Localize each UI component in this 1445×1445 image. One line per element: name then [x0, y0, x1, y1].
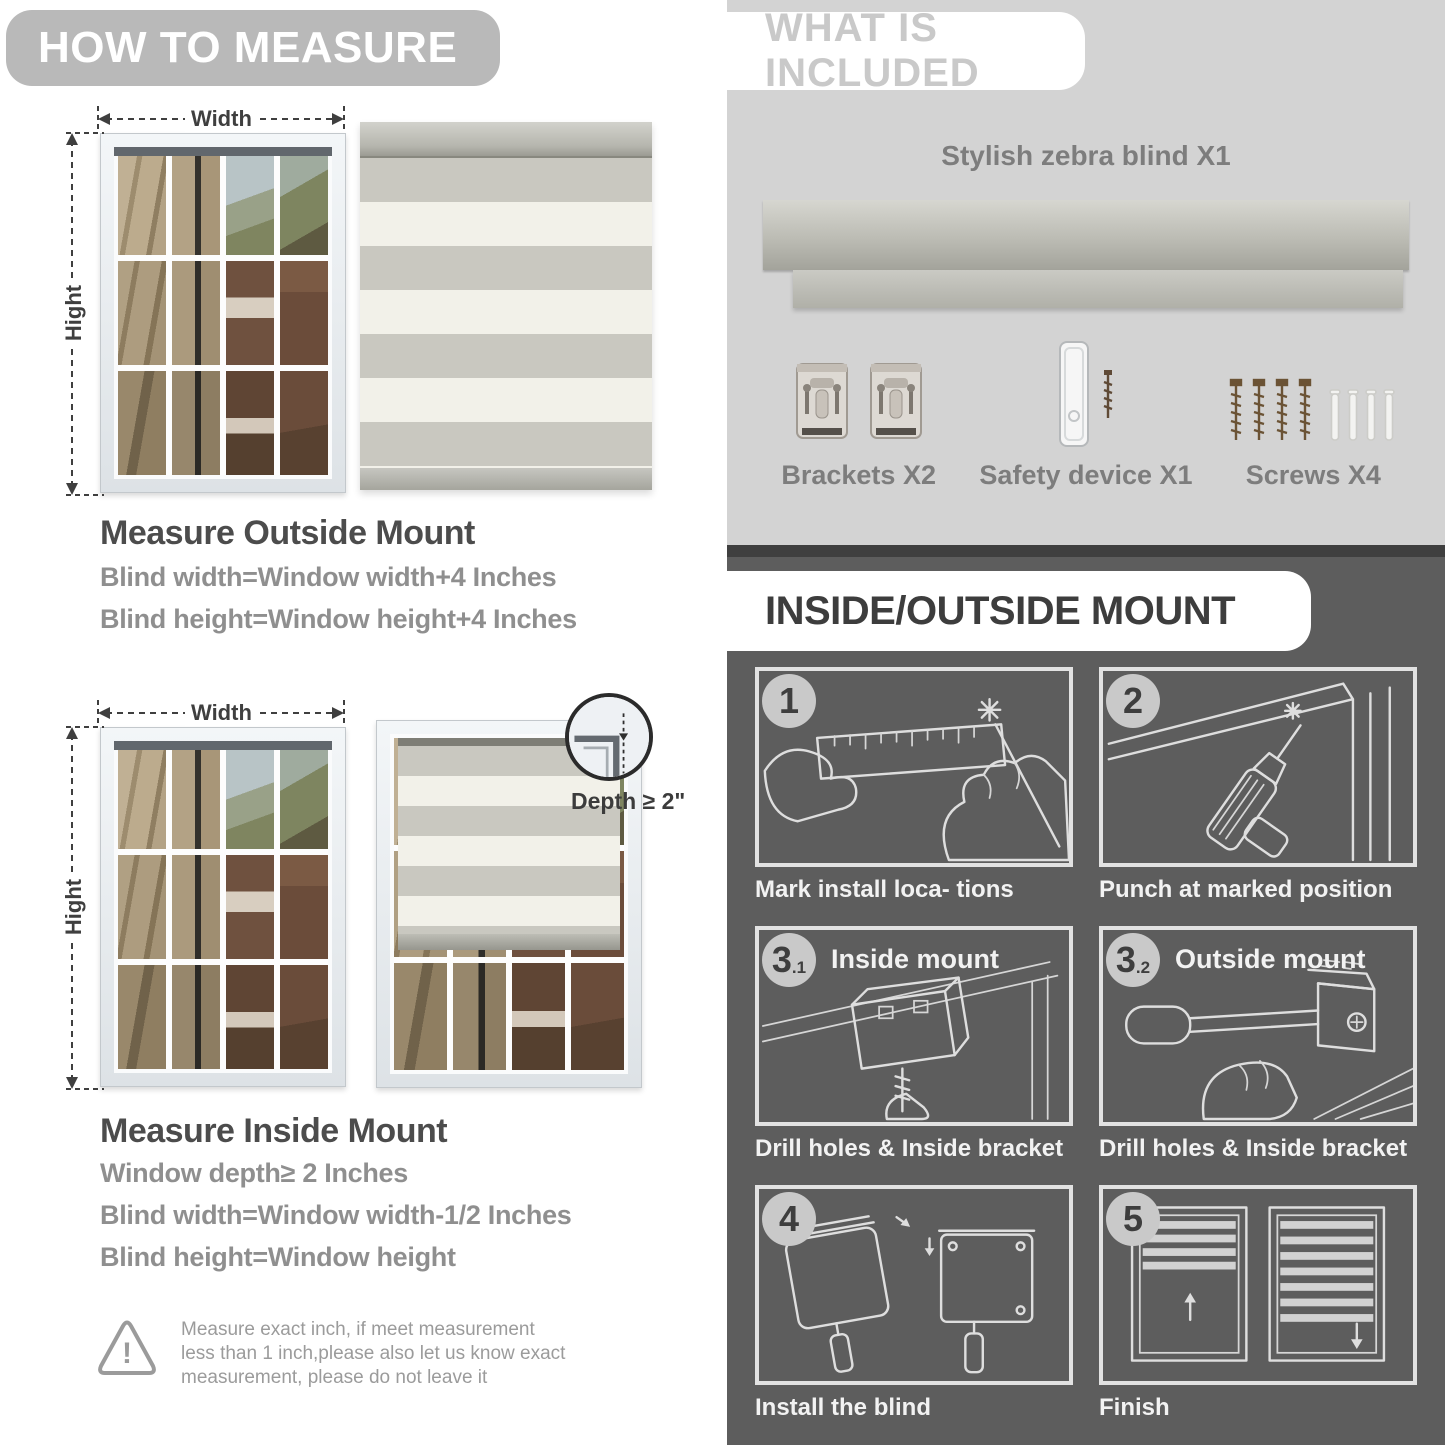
window-pane: [280, 855, 328, 959]
mount-instructions-panel: [727, 557, 1445, 1445]
headrail-valance: [793, 270, 1403, 308]
window-center-divider: [218, 151, 228, 475]
window-pane: [571, 963, 624, 1070]
step-badge: 5: [1106, 1192, 1160, 1246]
window-pane: [226, 151, 274, 255]
zebra-blind-closed: [360, 122, 652, 490]
headrail-bar: [763, 200, 1409, 270]
step-4-caption: Install the blind: [755, 1394, 932, 1421]
window-pane: [280, 745, 328, 849]
window-pane: [280, 261, 328, 365]
window-pane: [118, 261, 166, 365]
window-pane: [172, 151, 220, 255]
inside-mount-line-3: Blind height=Window height: [100, 1242, 456, 1272]
screws-label: Screws X4: [1245, 460, 1381, 490]
step-2-illustration: [1099, 667, 1417, 867]
magnifier-circle-icon: [565, 693, 653, 781]
right-panel: [727, 0, 1445, 1445]
window-pane: [172, 745, 220, 849]
section-divider: [727, 545, 1445, 557]
mount-title: INSIDE/OUTSIDE MOUNT: [765, 588, 1236, 633]
outside-mount-heading: Measure Outside Mount: [100, 514, 475, 552]
step-3-2-illustration: [1099, 926, 1417, 1126]
warning-text: Measure exact inch, if meet measurement less than 1 inch,please also let us know exact measurement, please do not leave it: [181, 1319, 566, 1388]
blind-quantity-label: Stylish zebra blind X1: [941, 140, 1231, 171]
step-3-1: [755, 926, 1073, 1167]
step-badge: 3 .2: [1106, 933, 1160, 987]
step-3-1-illustration: [755, 926, 1073, 1126]
window-pane: [226, 261, 274, 365]
brackets-label: Brackets X2: [781, 460, 936, 490]
how-to-measure-title: HOW TO MEASURE: [38, 23, 458, 72]
width-dimension-label: Width: [185, 700, 258, 726]
step-figure-label: Inside mount: [831, 944, 999, 974]
what-is-included-title: WHAT IS INCLUDED: [765, 6, 980, 95]
width-dimension-label: Width: [185, 106, 258, 132]
window-center-divider: [218, 745, 228, 1069]
window-pane: [280, 151, 328, 255]
warning-triangle-icon: [95, 1318, 159, 1380]
safety-device-label: Safety device X1: [979, 460, 1193, 490]
step-3-2: [1099, 926, 1417, 1167]
window-top-rail: [114, 147, 332, 156]
step-figure-label: Outside mount: [1175, 944, 1366, 974]
height-dimension-label: Hight: [61, 279, 87, 347]
measure-warning: [95, 1318, 655, 1390]
step-5-illustration: [1099, 1185, 1417, 1385]
blind-bottom-rail: [360, 468, 652, 490]
step-4-illustration: [755, 1185, 1073, 1385]
window-pane: [226, 965, 274, 1069]
window-pane: [394, 963, 447, 1070]
step-badge: 2: [1106, 674, 1160, 728]
step-badge: 4: [762, 1192, 816, 1246]
window-pane: [172, 855, 220, 959]
window-pane: [118, 371, 166, 475]
window-pane: [118, 855, 166, 959]
how-to-measure-header: [6, 10, 500, 86]
step-5: [1099, 1185, 1417, 1426]
window-pane: [172, 965, 220, 1069]
window-pane: [118, 151, 166, 255]
step-2: [1099, 667, 1417, 908]
window-pane: [118, 745, 166, 849]
window-pane: [226, 855, 274, 959]
warning-exclamation-mark: !: [122, 1337, 132, 1370]
bracket-icon: [794, 332, 924, 448]
mount-header: [705, 571, 1311, 651]
included-items-row: [745, 332, 1427, 491]
included-item-brackets: [745, 332, 972, 491]
window-pane: [280, 371, 328, 475]
window-pane: [172, 261, 220, 365]
depth-requirement-label: Depth ≥ 2": [571, 788, 686, 814]
blind-fabric-stripes: [360, 158, 652, 468]
step-5-caption: Finish: [1099, 1394, 1170, 1421]
inside-mount-line-2: Blind width=Window width-1/2 Inches: [100, 1200, 572, 1230]
headrail-product-image: [763, 200, 1409, 308]
step-1-caption: Mark install loca- tions: [755, 876, 1014, 903]
step-3-2-caption: Drill holes & Inside bracket: [1099, 1135, 1408, 1162]
blind-headrail: [360, 122, 652, 158]
step-4: [755, 1185, 1073, 1426]
step-badge: 1: [762, 674, 816, 728]
window-pane: [512, 963, 565, 1070]
screws-icon: [1228, 332, 1398, 448]
step-2-caption: Punch at marked position: [1099, 876, 1393, 903]
outside-mount-line-2: Blind height=Window height+4 Inches: [100, 604, 577, 634]
outside-mount-line-1: Blind width=Window width+4 Inches: [100, 562, 557, 592]
included-item-screws: [1200, 332, 1427, 491]
inside-mount-heading: Measure Inside Mount: [100, 1112, 448, 1150]
step-3-1-caption: Drill holes & Inside bracket: [755, 1135, 1064, 1162]
window-pane: [453, 963, 506, 1070]
mount-steps-grid: [755, 667, 1417, 1426]
window-outside-mount: [100, 133, 346, 493]
window-photo: [114, 741, 332, 1073]
safety-device-icon: [1046, 332, 1126, 448]
what-is-included-panel: [727, 0, 1445, 545]
step-1: [755, 667, 1073, 908]
height-dimension-label: Hight: [61, 873, 87, 941]
window-pane: [226, 371, 274, 475]
what-is-included-header: [705, 6, 1085, 95]
window-pane: [118, 965, 166, 1069]
blind-bottom-rail: [398, 934, 620, 950]
window-photo: [390, 734, 628, 1074]
step-badge: 3 .1: [762, 933, 816, 987]
window-pane: [172, 371, 220, 475]
window-photo: [114, 147, 332, 479]
included-item-safety-device: [972, 332, 1199, 491]
window-top-rail: [114, 741, 332, 750]
window-inside-mount: [100, 727, 346, 1087]
window-pane: [280, 965, 328, 1069]
window-pane: [226, 745, 274, 849]
step-1-illustration: [755, 667, 1073, 867]
how-to-measure-panel: [0, 0, 705, 1445]
inside-mount-line-1: Window depth≥ 2 Inches: [100, 1158, 408, 1188]
